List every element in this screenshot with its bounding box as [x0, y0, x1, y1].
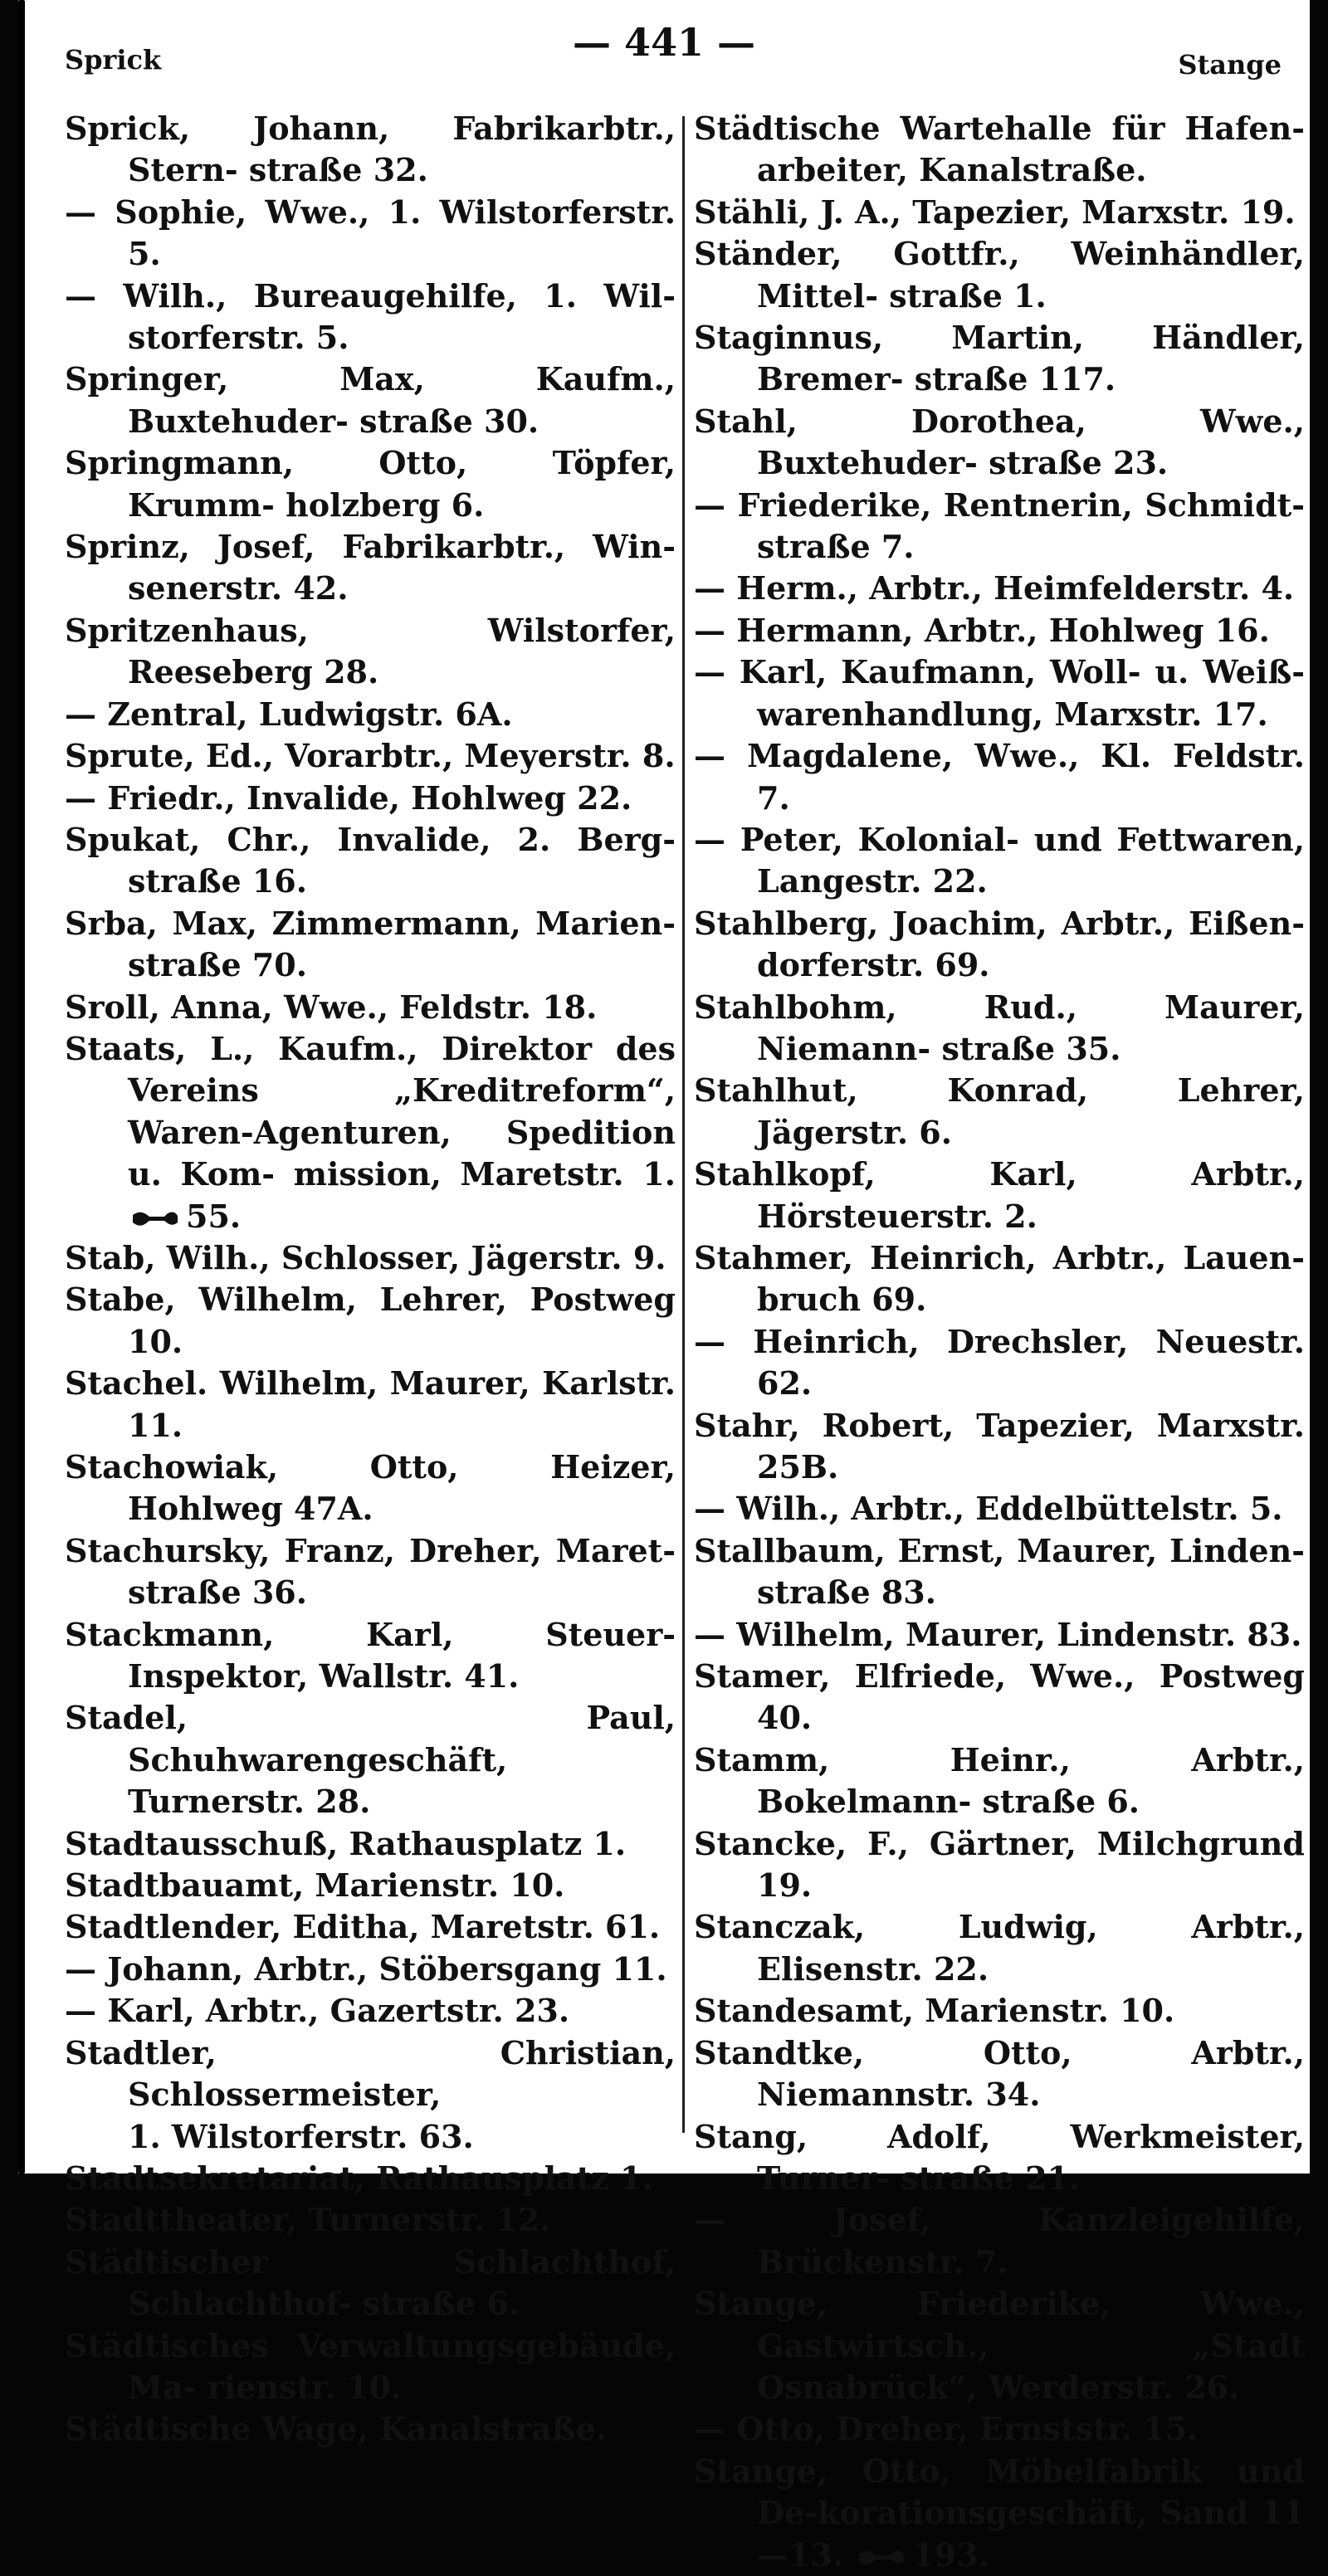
entry-name: Sprute, Ed., Vorarbtr., Meyerstr. 8. — [65, 737, 676, 775]
directory-entry — [65, 987, 676, 1028]
entry-continuation: straße 23. — [989, 444, 1169, 482]
telephone-icon — [857, 2547, 906, 2569]
column-divider — [682, 116, 685, 2133]
directory-entry — [694, 1906, 1305, 1990]
entry-name: Springer, Max, Kaufm., Buxtehuder- — [65, 360, 676, 440]
directory-entry — [694, 2283, 1305, 2408]
entry-continuation: straße 32. — [248, 151, 428, 189]
directory-entry — [694, 2408, 1305, 2450]
entry-name: Staginnus, Martin, Händler, Bremer- — [694, 319, 1305, 398]
entry-name: Sroll, Anna, Wwe., Feldstr. 18. — [65, 988, 598, 1026]
entry-name: Stachursky, Franz, Dreher, Maret- — [65, 1531, 676, 1569]
entry-continuation: straße 21. — [901, 2159, 1081, 2197]
entry-name: Sprinz, Josef, Fabrikarbtr., Win- — [65, 528, 676, 566]
directory-entry — [694, 819, 1305, 903]
header-right-keyword: Stange — [1178, 49, 1282, 80]
directory-entry — [65, 903, 676, 987]
entry-name: Spukat, Chr., Invalide, 2. Berg- — [65, 820, 676, 858]
entry-name: — Wilhelm, Maurer, Lindenstr. 83. — [694, 1615, 1302, 1653]
scan-edge — [18, 0, 25, 2174]
entry-continuation: warenhandlung, Marxstr. 17. — [757, 695, 1268, 733]
entry-name: Stange, Otto, Möbelfabrik und De-korationsgeschäft, Sand 11—13. — [694, 2452, 1305, 2574]
page-number: — 441 — — [572, 20, 756, 65]
directory-entry — [694, 1530, 1305, 1614]
directory-entry — [694, 987, 1305, 1071]
entry-name: — Wilh., Bureaugehilfe, 1. Wil- — [65, 276, 676, 315]
telephone-number: 193. — [912, 2535, 989, 2574]
header-left-keyword: Sprick — [65, 44, 162, 76]
entry-name: Stahlbohm, Rud., Maurer, Niemann- — [694, 988, 1305, 1067]
directory-entry — [65, 1906, 676, 1948]
directory-entry — [65, 1823, 676, 1865]
entry-name: Städtische Wartehalle für Hafen- — [694, 110, 1305, 147]
directory-entry — [65, 819, 676, 903]
entry-name: Stange, Friederike, Wwe., Gastwirtsch., „Stadt Osnabrück“, Werderstr. 26. — [694, 2285, 1305, 2406]
left-column — [65, 108, 676, 2451]
entry-name: Stahlberg, Joachim, Arbtr., Eißen- — [694, 904, 1305, 942]
entry-name: Städtische Wage, Kanalstraße. — [65, 2410, 608, 2448]
directory-entry — [65, 276, 676, 359]
entry-continuation: straße 117. — [914, 360, 1116, 398]
directory-entry — [694, 1237, 1305, 1321]
entry-name: Stackmann, Karl, Steuer-Inspektor, — [65, 1615, 676, 1695]
entry-name: Stahr, Robert, Tapezier, Marxstr. 25B. — [694, 1406, 1305, 1486]
directory-entry — [65, 1990, 676, 2032]
entry-name: — Magdalene, Wwe., Kl. Feldstr. 7. — [694, 737, 1305, 817]
entry-name: — Hermann, Arbtr., Hohlweg 16. — [694, 611, 1270, 649]
directory-entry — [65, 1530, 676, 1614]
entry-continuation: straße 36. — [128, 1573, 307, 1612]
directory-entry — [694, 1488, 1305, 1530]
entry-name: Stamer, Elfriede, Wwe., Postweg 40. — [694, 1657, 1305, 1737]
directory-entry — [65, 2158, 676, 2199]
directory-entry — [65, 2242, 676, 2325]
entry-name: Stamm, Heinr., Arbtr., Bokelmann- — [694, 1740, 1305, 1821]
directory-entry — [65, 1949, 676, 1990]
directory-entry — [694, 2451, 1305, 2576]
directory-entry — [65, 526, 676, 610]
entry-name: — Karl, Kaufmann, Woll- u. Weiß- — [694, 653, 1305, 691]
directory-entry — [694, 108, 1305, 192]
entry-continuation: mission, Maretstr. 1. — [293, 1155, 676, 1193]
entry-continuation: straße 7. — [757, 528, 915, 566]
entry-continuation: straße 35. — [941, 1029, 1121, 1067]
directory-entry — [65, 1363, 676, 1447]
entry-name: Städtisches Verwaltungsgebäude, Ma- — [65, 2326, 676, 2406]
entry-name: — Karl, Arbtr., Gazertstr. 23. — [65, 1992, 570, 2030]
entry-name: Stadtsekretariat, Rathausplatz 1. — [65, 2159, 653, 2197]
entry-name: Stabe, Wilhelm, Lehrer, Postweg 10. — [65, 1281, 676, 1360]
entry-continuation: straße 83. — [757, 1573, 936, 1612]
directory-entry — [65, 1865, 676, 1906]
entry-name: Stadtausschuß, Rathausplatz 1. — [65, 1824, 627, 1862]
directory-entry — [694, 1070, 1305, 1154]
directory-entry — [65, 1447, 676, 1530]
directory-entry — [694, 2199, 1305, 2283]
entry-name: Stähli, J. A., Tapezier, Marxstr. 19. — [694, 193, 1296, 231]
telephone-icon — [131, 1208, 179, 1230]
directory-entry — [65, 610, 676, 694]
entry-name: Sprick, Johann, Fabrikarbtr., Stern- — [65, 110, 676, 189]
entry-continuation: straße 70. — [128, 946, 307, 984]
entry-name: Stahlhut, Konrad, Lehrer, Jägerstr. 6. — [694, 1071, 1305, 1151]
directory-entry — [65, 1279, 676, 1363]
entry-name: — Josef, Kanzleigehilfe, Brückenstr. 7. — [694, 2201, 1305, 2281]
directory-entry — [65, 1028, 676, 1237]
entry-name: Stadttheater, Turnerstr. 12. — [65, 2201, 551, 2239]
directory-entry — [65, 735, 676, 777]
entry-name: Stang, Adolf, Werkmeister, Turner- — [694, 2117, 1305, 2197]
entry-continuation: straße 6. — [982, 1783, 1140, 1821]
entry-continuation: straße 30. — [359, 402, 540, 440]
directory-entry — [694, 1990, 1305, 2032]
entry-name: Stadel, Paul, Schuhwarengeschäft, — [65, 1699, 676, 1778]
directory-entry — [65, 1614, 676, 1698]
entry-name: — Peter, Kolonial- und Fettwaren, — [694, 820, 1305, 858]
directory-entry — [694, 651, 1305, 735]
entry-name: — Herm., Arbtr., Heimfelderstr. 4. — [694, 569, 1295, 607]
entry-name: Springmann, Otto, Töpfer, Krumm- — [65, 444, 676, 524]
directory-page — [18, 0, 1310, 2574]
directory-entry — [65, 2199, 676, 2241]
entry-name: Standtke, Otto, Arbtr., Niemannstr. 34. — [694, 2033, 1305, 2114]
entry-name: Staats, L., Kaufm., Direktor des Vereins „Kreditreform“, Waren-Agenturen, Spedition u. Kom- — [65, 1029, 676, 1193]
directory-entry — [65, 2408, 676, 2450]
directory-entry — [65, 694, 676, 735]
entry-name: Srba, Max, Zimmermann, Marien- — [65, 904, 676, 942]
directory-entry — [694, 2032, 1305, 2116]
entry-continuation: 1. Wilstorferstr. 63. — [128, 2117, 474, 2155]
entry-name: Stadtlender, Editha, Maretstr. 61. — [65, 1908, 661, 1946]
entry-name: Stachowiak, Otto, Heizer, Hohlweg 47A. — [65, 1448, 676, 1528]
directory-entry — [694, 233, 1305, 317]
entry-continuation: Wallstr. 41. — [319, 1657, 520, 1695]
directory-entry — [65, 2032, 676, 2158]
entry-continuation: Turnerstr. 28. — [128, 1783, 371, 1821]
directory-entry — [694, 1154, 1305, 1237]
entry-continuation: arbeiter, Kanalstraße. — [757, 151, 1147, 189]
entry-continuation: straße 16. — [128, 862, 307, 900]
directory-entry — [694, 317, 1305, 401]
entry-continuation: dorferstr. 69. — [757, 946, 990, 984]
entry-name: Stab, Wilh., Schlosser, Jägerstr. 9. — [65, 1238, 666, 1276]
directory-entry — [65, 192, 676, 276]
directory-entry — [694, 903, 1305, 987]
entry-name: Ständer, Gottfr., Weinhändler, Mittel- — [694, 235, 1305, 315]
entry-name: — Sophie, Wwe., 1. Wilstorferstr. 5. — [65, 193, 676, 273]
entry-continuation: bruch 69. — [757, 1281, 927, 1319]
entry-continuation: holzberg 6. — [286, 485, 485, 524]
directory-entry — [694, 1321, 1305, 1405]
entry-name: Städtischer Schlachthof, Schlachthof- — [65, 2242, 676, 2323]
directory-entry — [694, 610, 1305, 651]
right-column — [694, 108, 1305, 2576]
entry-continuation: senerstr. 42. — [128, 569, 349, 607]
entry-name: Stachel. Wilhelm, Maurer, Karlstr. 11. — [65, 1364, 676, 1444]
entry-name: Spritzenhaus, Wilstorfer, Reeseberg 28. — [65, 611, 676, 691]
directory-entry — [694, 568, 1305, 609]
entry-name: Stahmer, Heinrich, Arbtr., Lauen- — [694, 1238, 1305, 1276]
entry-name: — Zentral, Ludwigstr. 6A. — [65, 695, 513, 733]
directory-entry — [694, 1614, 1305, 1656]
directory-entry — [65, 108, 676, 192]
directory-entry — [694, 192, 1305, 233]
entry-continuation: straße 6. — [362, 2285, 520, 2323]
entry-continuation: storferstr. 5. — [128, 319, 349, 357]
entry-name: Stadtler, Christian, Schlossermeister, — [65, 2033, 676, 2114]
entry-name: — Heinrich, Drechsler, Neuestr. 62. — [694, 1322, 1305, 1403]
entry-name: — Johann, Arbtr., Stöbersgang 11. — [65, 1949, 667, 1988]
telephone-number: 55. — [186, 1197, 242, 1235]
directory-entry — [694, 401, 1305, 485]
entry-name: — Wilh., Arbtr., Eddelbüttelstr. 5. — [694, 1490, 1283, 1528]
directory-entry — [694, 2116, 1305, 2200]
entry-name: Stadtbauamt, Marienstr. 10. — [65, 1866, 565, 1905]
directory-entry — [65, 1237, 676, 1279]
entry-name: Stancke, F., Gärtner, Milchgrund 19. — [694, 1824, 1305, 1905]
directory-entry — [694, 1405, 1305, 1489]
entry-name: Stanczak, Ludwig, Arbtr., Elisenstr. 22. — [694, 1908, 1305, 1988]
entry-continuation: Langestr. 22. — [757, 862, 988, 900]
entry-name: — Otto, Dreher, Ernststr. 15. — [694, 2410, 1199, 2448]
entry-name: Stahlkopf, Karl, Arbtr., Hörsteuerstr. 2. — [694, 1155, 1305, 1235]
entry-name: Standesamt, Marienstr. 10. — [694, 1992, 1175, 2030]
entry-name: — Friederike, Rentnerin, Schmidt- — [694, 485, 1305, 524]
entry-continuation: rienstr. 10. — [207, 2368, 403, 2406]
directory-entry — [65, 2325, 676, 2409]
directory-entry — [694, 1823, 1305, 1907]
directory-entry — [694, 1739, 1305, 1823]
entry-name: Stallbaum, Ernst, Maurer, Linden- — [694, 1531, 1305, 1569]
directory-entry — [65, 359, 676, 442]
directory-entry — [694, 485, 1305, 568]
entry-continuation: straße 1. — [889, 276, 1047, 315]
directory-entry — [65, 778, 676, 819]
entry-name: — Friedr., Invalide, Hohlweg 22. — [65, 778, 632, 817]
directory-entry — [694, 1656, 1305, 1739]
directory-entry — [65, 1697, 676, 1822]
directory-entry — [65, 442, 676, 526]
directory-entry — [694, 735, 1305, 819]
entry-name: Stahl, Dorothea, Wwe., Buxtehuder- — [694, 402, 1305, 482]
